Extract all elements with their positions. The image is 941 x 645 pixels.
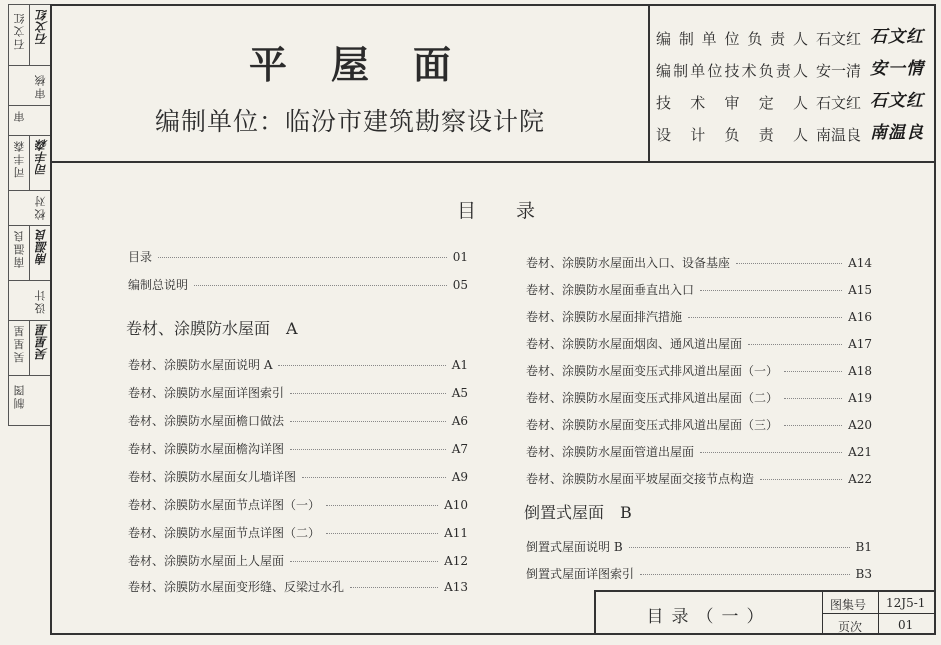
list-item[interactable]	[128, 524, 468, 541]
side-cell-audit-2	[9, 105, 51, 136]
item-label: 卷材、涂膜防水屋面上人屋面	[128, 554, 285, 568]
list-item[interactable]	[526, 362, 872, 379]
item-label: 卷材、涂膜防水屋面出入口、设备基座	[526, 256, 731, 270]
list-item[interactable]	[128, 248, 468, 265]
item-page: A16	[848, 310, 872, 324]
item-page: B3	[855, 567, 872, 581]
item-label: 卷材、涂膜防水屋面节点详图（二）	[128, 526, 321, 540]
item-label: 卷材、涂膜防水屋面檐沟详图	[128, 442, 285, 456]
responsibility-signature: 石文红	[870, 91, 924, 111]
item-page: B1	[855, 540, 872, 554]
item-label: 卷材、涂膜防水屋面檐口做法	[128, 414, 285, 428]
item-page: A12	[444, 554, 468, 568]
main-frame	[50, 4, 936, 635]
responsibility-row	[656, 124, 936, 156]
page-title: 平屋面	[248, 43, 495, 87]
signature-column	[8, 4, 52, 426]
item-label: 倒置式屋面详图索引	[526, 567, 635, 581]
item-page: 01	[452, 250, 468, 264]
list-item[interactable]	[526, 565, 872, 582]
list-item[interactable]	[128, 578, 468, 595]
list-item[interactable]	[526, 470, 872, 487]
responsibility-name: 石文红	[816, 94, 862, 112]
responsibility-signature: 南温良	[870, 123, 924, 143]
item-label: 卷材、涂膜防水屋面变压式排风道出屋面（三）	[526, 418, 779, 432]
responsibility-signature: 石文红	[870, 27, 924, 47]
item-label: 卷材、涂膜防水屋面烟囱、通风道出屋面	[526, 337, 743, 351]
side-cell-audit	[9, 65, 51, 106]
item-page: A18	[848, 364, 872, 378]
side-role-audit-2: 审	[13, 109, 26, 122]
side-name-nan: 南温良	[13, 229, 26, 268]
side-name-shi: 石文红	[13, 11, 26, 50]
list-item[interactable]	[526, 335, 872, 352]
item-page: A5	[451, 386, 468, 400]
side-signature-wu: 吴星星	[35, 324, 49, 360]
list-item[interactable]	[128, 440, 468, 457]
list-item[interactable]	[526, 308, 872, 325]
item-page: A9	[451, 470, 468, 484]
list-item[interactable]	[128, 412, 468, 429]
list-item[interactable]	[526, 443, 872, 460]
item-label: 卷材、涂膜防水屋面女儿墙详图	[128, 470, 297, 484]
responsibility-name: 石文红	[816, 30, 862, 48]
item-label: 卷材、涂膜防水屋面变压式排风道出屋面（一）	[526, 364, 779, 378]
atlas-label: 图集号	[830, 598, 867, 612]
side-role-check: 校对	[34, 194, 47, 220]
item-page: A20	[848, 418, 872, 432]
title-block	[594, 590, 936, 635]
item-page: 05	[452, 278, 468, 292]
item-label: 卷材、涂膜防水屋面垂直出入口	[526, 283, 695, 297]
item-label: 卷材、涂膜防水屋面详图索引	[128, 386, 285, 400]
section-a-heading: 卷材、涂膜防水屋面 A	[126, 319, 298, 338]
list-item[interactable]	[526, 416, 872, 433]
responsibility-name: 安一清	[816, 62, 862, 80]
side-cell-si	[9, 135, 51, 191]
page-label: 页次	[838, 620, 863, 634]
list-item[interactable]	[526, 281, 872, 298]
item-page: A13	[444, 580, 468, 594]
side-cell-wu	[9, 320, 51, 376]
item-page: A22	[848, 472, 872, 486]
side-signature-nan: 南温良	[35, 229, 49, 265]
item-page: A19	[848, 391, 872, 405]
side-cell-nan	[9, 225, 51, 281]
sheet-title: 目录（一）	[646, 607, 772, 627]
item-label: 卷材、涂膜防水屋面平坡屋面交接节点构造	[526, 472, 755, 486]
responsibility-role: 编制单位技术负责人	[656, 62, 808, 80]
atlas-number: 12J5-1	[886, 596, 926, 610]
compiler-unit: 编制单位：临汾市建筑勘察设计院	[154, 107, 545, 136]
item-label: 卷材、涂膜防水屋面管道出屋面	[526, 445, 695, 459]
list-item[interactable]	[526, 254, 872, 271]
responsibility-role: 编制单位负责人	[656, 30, 808, 48]
responsibility-signature: 安一情	[870, 59, 924, 79]
page-number: 01	[898, 618, 914, 632]
section-b-heading: 倒置式屋面 B	[524, 503, 632, 522]
responsibility-role: 设计负责人	[656, 126, 808, 144]
item-page: A7	[451, 442, 468, 456]
item-label: 编制总说明	[128, 278, 189, 292]
item-page: A14	[848, 256, 872, 270]
side-name-wu: 吴星星	[13, 324, 26, 363]
contents-title: 目录	[457, 200, 576, 222]
item-page: A11	[444, 526, 468, 540]
list-item[interactable]	[526, 538, 872, 555]
item-page: A6	[451, 414, 468, 428]
item-page: A10	[444, 498, 468, 512]
item-label: 倒置式屋面说明 B	[526, 540, 623, 554]
item-label: 卷材、涂膜防水屋面变压式排风道出屋面（二）	[526, 391, 779, 405]
list-item[interactable]	[128, 356, 468, 373]
item-label: 卷材、涂膜防水屋面说明 A	[128, 358, 273, 372]
list-item[interactable]	[128, 276, 468, 293]
list-item[interactable]	[128, 384, 468, 401]
side-role-audit: 审核	[34, 73, 47, 99]
side-role-design: 设计	[34, 288, 47, 314]
item-page: A21	[848, 445, 872, 459]
side-signature-si: 司丰森	[35, 139, 49, 175]
item-label: 目录	[128, 250, 153, 264]
side-cell-reviewer	[9, 5, 51, 66]
item-page: A1	[451, 358, 468, 372]
responsibility-role: 技术审定人	[656, 94, 808, 112]
list-item[interactable]	[526, 389, 872, 406]
side-name-si: 司丰森	[13, 139, 26, 178]
side-cell-check	[9, 190, 51, 226]
item-label: 卷材、涂膜防水屋面变形缝、反梁过水孔	[128, 580, 345, 594]
side-role-draw: 制图	[13, 383, 26, 409]
list-item[interactable]	[128, 552, 468, 569]
item-page: A17	[848, 337, 872, 351]
item-label: 卷材、涂膜防水屋面排汽措施	[526, 310, 683, 324]
side-cell-design	[9, 280, 51, 321]
side-cell-draw	[9, 375, 51, 424]
side-signature-shi: 石文红	[35, 9, 49, 45]
list-item[interactable]	[128, 468, 468, 485]
responsibility-name: 南温良	[816, 126, 862, 144]
item-label: 卷材、涂膜防水屋面节点详图（一）	[128, 498, 321, 512]
item-page: A15	[848, 283, 872, 297]
responsibility-list	[656, 28, 936, 156]
list-item[interactable]	[128, 496, 468, 513]
